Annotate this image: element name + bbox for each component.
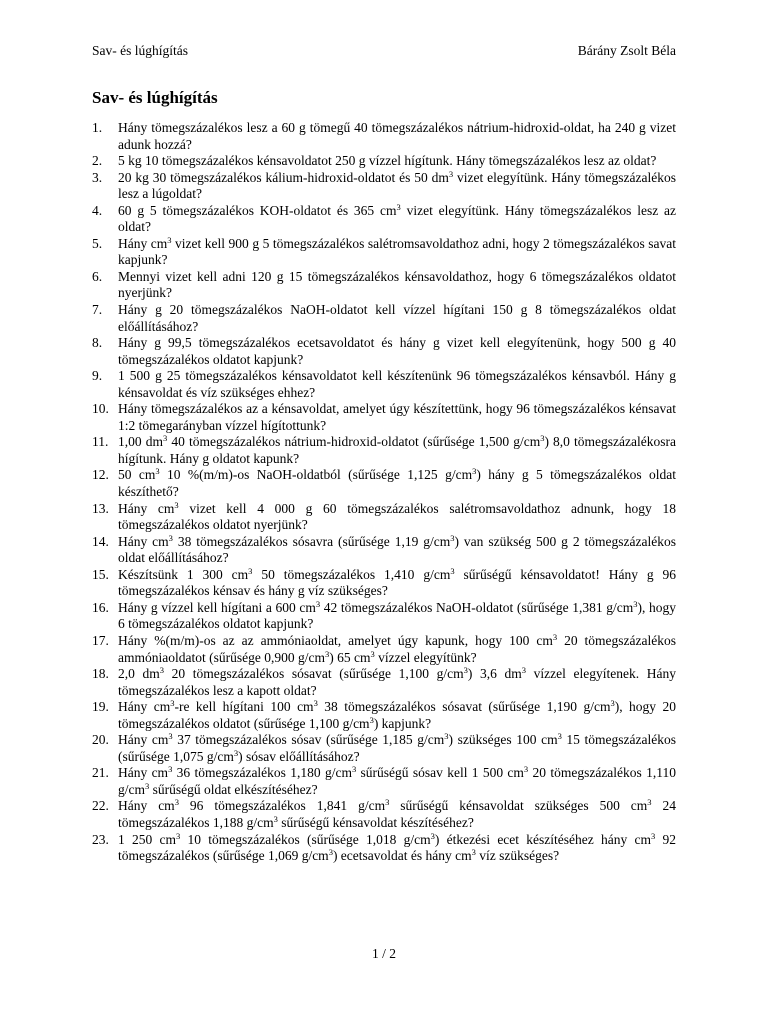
problem-text-run: 20 kg 30 tömegszázalékos kálium-hidroxid-oldatot és 50 dm bbox=[118, 169, 449, 185]
problem-text-run: ) kapjunk? bbox=[373, 715, 432, 731]
page-title: Sav- és lúghígítás bbox=[92, 88, 218, 107]
problem-text-run: Hány cm bbox=[118, 732, 169, 748]
problem-item bbox=[92, 567, 676, 600]
problem-text-run: 38 tömegszázalékos sósavat (sűrűsége 1,190 g/cm bbox=[317, 699, 611, 715]
exponent: 3 bbox=[523, 764, 529, 775]
exponent: 3 bbox=[633, 598, 638, 609]
problem-text-run: -re kell hígítani 100 cm bbox=[174, 699, 314, 715]
problem-text bbox=[118, 401, 676, 434]
problem-text-run: ), hogy 6 tömegszázalékos oldatot kapjunk? bbox=[118, 599, 677, 632]
problem-text-run: 1 500 g 25 tömegszázalékos kénsavoldatot kell készítenünk 96 tömegszázalékos kénsavból. Hány g kénsavoldat és víz szükséges ehhez? bbox=[118, 368, 676, 400]
problem-number: 16. bbox=[92, 599, 109, 615]
problem-item bbox=[92, 302, 676, 335]
problem-text-run: vizet elegyítünk. Hány tömegszázalékos lesz az oldat? bbox=[118, 202, 676, 235]
problem-item bbox=[92, 203, 676, 236]
header-section-title: Sav- és lúghígítás bbox=[92, 43, 188, 58]
problem-number: 7. bbox=[92, 302, 103, 318]
problem-item bbox=[92, 236, 676, 269]
problem-text-run: Hány g 20 tömegszázalékos NaOH-oldatot kell vízzel hígítani 150 g 8 tömegszázalékos oldat előállításához? bbox=[118, 302, 676, 334]
exponent: 3 bbox=[273, 813, 278, 824]
exponent: 3 bbox=[472, 466, 477, 477]
problem-item bbox=[92, 699, 676, 732]
problem-text-run: ) étkezési ecet készítéséhez hány cm bbox=[434, 831, 652, 847]
problem-text bbox=[118, 600, 676, 633]
problem-item bbox=[92, 434, 676, 467]
problem-text bbox=[118, 434, 676, 467]
problem-text-run: Hány g 99,5 tömegszázalékos ecetsavoldatot és hány g vizet kell elegyítenünk, hogy 500 g 40 tömegszázalékos oldatot kapjunk? bbox=[118, 335, 676, 367]
exponent: 3 bbox=[647, 797, 652, 808]
problem-text bbox=[118, 501, 676, 534]
exponent: 3 bbox=[444, 731, 449, 742]
page-number: 1 / 2 bbox=[371, 946, 396, 961]
problem-number: 11. bbox=[92, 434, 109, 450]
problem-text-run: vizet kell 4 000 g 60 tömegszázalékos salétromsavoldathoz adnunk, hogy 18 tömegszázalékos oldatot nyerjünk? bbox=[118, 500, 676, 533]
exponent: 3 bbox=[313, 698, 318, 709]
problem-text-run: sűrűségű sósav kell 1 500 cm bbox=[356, 765, 524, 781]
problem-text-run: 96 tömegszázalékos 1,841 g/cm bbox=[178, 798, 386, 814]
problem-number: 2. bbox=[92, 153, 103, 169]
exponent: 3 bbox=[385, 797, 390, 808]
problem-number: 10. bbox=[92, 401, 109, 417]
problem-text-run: sűrűségű kénsavoldat készítéséhez? bbox=[277, 814, 474, 830]
exponent: 3 bbox=[248, 565, 253, 576]
problem-text-run: Hány cm bbox=[118, 699, 171, 715]
problem-text bbox=[118, 633, 676, 666]
exponent: 3 bbox=[174, 499, 179, 510]
problem-text-run: vizet kell 900 g 5 tömegszázalékos salétromsavoldathoz adni, hogy 2 tömegszázalékos savat kapjunk? bbox=[118, 235, 676, 268]
problem-text-run: Hány cm bbox=[118, 765, 169, 781]
problem-number: 21. bbox=[92, 765, 109, 781]
problem-text-run: Hány g vízzel kell hígítani a 600 cm bbox=[118, 599, 316, 615]
exponent: 3 bbox=[168, 532, 173, 543]
problem-text bbox=[118, 567, 676, 600]
problem-item bbox=[92, 501, 676, 534]
exponent: 3 bbox=[159, 665, 165, 676]
problem-text-run: 20 tömegszázalékos ammóniaoldatot (sűrűsége 0,900 g/cm bbox=[118, 632, 676, 665]
problem-text-run: 50 cm bbox=[118, 467, 156, 483]
problem-text bbox=[118, 170, 676, 203]
problem-text-run: Hány cm bbox=[118, 500, 175, 516]
problem-text-run: ) van szükség 500 g 2 tömegszázalékos oldat előállításához? bbox=[118, 533, 676, 566]
problem-text bbox=[118, 666, 676, 699]
problem-text-run: 37 tömegszázalékos sósav (sűrűsége 1,185 g/cm bbox=[172, 732, 445, 748]
problem-text bbox=[118, 699, 676, 732]
problem-number: 6. bbox=[92, 268, 103, 284]
exponent: 3 bbox=[168, 764, 173, 775]
exponent: 3 bbox=[315, 598, 321, 609]
problem-number: 13. bbox=[92, 500, 109, 516]
problem-text-run: 42 tömegszázalékos NaOH-oldatot (sűrűsége 1,381 g/cm bbox=[320, 599, 634, 615]
exponent: 3 bbox=[552, 631, 558, 642]
problem-number: 17. bbox=[92, 632, 109, 648]
problem-item bbox=[92, 335, 676, 368]
problem-text-run: ) 3,6 dm bbox=[467, 666, 522, 682]
exponent: 3 bbox=[145, 780, 150, 791]
problem-item bbox=[92, 467, 676, 500]
problem-number: 5. bbox=[92, 235, 103, 251]
problem-text-run: 1 250 cm bbox=[118, 831, 176, 847]
problem-text-run: 60 g 5 tömegszázalékos KOH-oldatot és 365 cm bbox=[118, 202, 397, 218]
problem-text-run: 15 tömegszázalékos (sűrűsége 1,075 g/cm bbox=[118, 732, 676, 764]
exponent: 3 bbox=[651, 830, 656, 841]
exponent: 3 bbox=[557, 731, 562, 742]
exponent: 3 bbox=[370, 648, 375, 659]
problem-text-run: 2,0 dm bbox=[118, 666, 160, 682]
problem-number: 15. bbox=[92, 566, 109, 582]
problem-text bbox=[118, 765, 676, 798]
problem-text-run: ) hány g 5 tömegszázalékos oldat készíthető? bbox=[118, 467, 676, 500]
problem-text-run: 20 tömegszázalékos 1,110 g/cm bbox=[118, 765, 676, 797]
problem-text-run: 36 tömegszázalékos 1,180 g/cm bbox=[172, 765, 352, 781]
exponent: 3 bbox=[396, 201, 401, 212]
problem-text bbox=[118, 335, 676, 368]
problem-item bbox=[92, 765, 676, 798]
problem-text-run: 1,00 dm bbox=[118, 434, 163, 450]
exponent: 3 bbox=[168, 731, 173, 742]
problem-text-run: ) ecetsavoldat és hány cm bbox=[332, 848, 472, 864]
problem-text-run: vízzel elegyítünk? bbox=[374, 649, 477, 665]
problem-text-run: Mennyi vizet kell adni 120 g 15 tömegszázalékos kénsavoldathoz, hogy 6 tömegszázalékos oldatot nyerjünk? bbox=[118, 268, 676, 301]
problem-item bbox=[92, 401, 676, 434]
problem-item bbox=[92, 368, 676, 401]
problem-number: 1. bbox=[92, 120, 103, 135]
problem-number: 14. bbox=[92, 533, 109, 549]
problem-text-run: 92 tömegszázalékos (sűrűsége 1,069 g/cm bbox=[118, 831, 677, 864]
problem-item bbox=[92, 633, 676, 666]
problem-text-run: sűrűségű oldat elkészítéséhez? bbox=[149, 781, 318, 797]
problem-text-run: ) sósav előállításához? bbox=[238, 748, 360, 764]
problem-text bbox=[118, 798, 676, 831]
problem-text-run: 10 tömegszázalékos (sűrűsége 1,018 g/cm bbox=[180, 831, 431, 847]
problem-number: 4. bbox=[92, 202, 103, 218]
problem-text-run: 50 tömegszázalékos 1,410 g/cm bbox=[252, 566, 451, 582]
problem-text-run: 10 %(m/m)-os NaOH-oldatból (sűrűsége 1,125 g/cm bbox=[159, 467, 473, 483]
problem-text bbox=[118, 732, 676, 765]
problem-text-run: vizet elegyítünk. Hány tömegszázalékos lesz a lúgoldat? bbox=[118, 169, 676, 202]
exponent: 3 bbox=[174, 797, 179, 808]
problem-text-run: 5 kg 10 tömegszázalékos kénsavoldatot 250 g vízzel hígítunk. Hány tömegszázalékos lesz az oldat? bbox=[118, 153, 657, 169]
problem-text-run: ) 8,0 tömegszázalékosra hígítunk. Hány g oldatot kapunk? bbox=[118, 434, 676, 466]
problem-number: 3. bbox=[92, 169, 103, 185]
problem-text bbox=[118, 153, 676, 170]
header-author: Bárány Zsolt Béla bbox=[577, 43, 676, 58]
exponent: 3 bbox=[463, 665, 468, 676]
problem-text-run: Hány cm bbox=[118, 235, 168, 251]
problem-text bbox=[118, 534, 676, 567]
exponent: 3 bbox=[450, 565, 455, 576]
exponent: 3 bbox=[351, 764, 357, 775]
problem-item bbox=[92, 120, 676, 153]
problem-item bbox=[92, 798, 676, 831]
exponent: 3 bbox=[450, 532, 455, 543]
problem-text bbox=[118, 467, 676, 500]
problem-text-run: vízzel elegyítenek. Hány tömegszázalékos lesz a kapott oldat? bbox=[118, 666, 676, 698]
problem-text-run: Hány tömegszázalékos az a kénsavoldat, amelyet úgy készítettünk, hogy 96 tömegszázalékos kénsavat 1:2 tömegarányban vízzel hígítottunk? bbox=[118, 401, 676, 433]
problem-text bbox=[118, 368, 676, 401]
exponent: 3 bbox=[328, 847, 333, 858]
problem-item bbox=[92, 269, 676, 302]
exponent: 3 bbox=[163, 433, 168, 444]
problem-text-run: ) szükséges 100 cm bbox=[448, 732, 558, 748]
problem-number: 19. bbox=[92, 699, 109, 715]
problem-text-run: sűrűségű kénsavoldatot! Hány g 96 tömegszázalékos kénsav és hány g víz szükséges? bbox=[118, 566, 676, 599]
problem-text-run: ) 65 cm bbox=[329, 649, 371, 665]
problem-number: 20. bbox=[92, 732, 109, 748]
problem-item bbox=[92, 732, 676, 765]
exponent: 3 bbox=[170, 698, 175, 709]
problem-item bbox=[92, 832, 676, 865]
problem-text-run: 38 tömegszázalékos sósavra (sűrűsége 1,19 g/cm bbox=[172, 533, 451, 549]
exponent: 3 bbox=[521, 665, 527, 676]
running-header bbox=[92, 42, 676, 60]
problem-text-run: 20 tömegszázalékos sósavat (sűrűsége 1,100 g/cm bbox=[164, 666, 464, 682]
problem-text-run: víz szükséges? bbox=[475, 848, 560, 864]
problem-text-run: 24 tömegszázalékos 1,188 g/cm bbox=[118, 798, 676, 830]
problem-text bbox=[118, 302, 676, 335]
problem-text-run: Hány cm bbox=[118, 533, 169, 549]
problem-text bbox=[118, 236, 676, 269]
problem-item bbox=[92, 600, 676, 633]
problem-number: 8. bbox=[92, 335, 103, 351]
problem-list bbox=[92, 120, 676, 865]
problem-text-run: Hány tömegszázalékos lesz a 60 g tömegű 40 tömegszázalékos nátrium-hidroxid-oldat, ha 240 g vizet adunk hozzá? bbox=[118, 120, 676, 152]
problem-text bbox=[118, 203, 676, 236]
problem-text-run: Hány cm bbox=[118, 798, 175, 814]
problem-number: 18. bbox=[92, 666, 109, 682]
exponent: 3 bbox=[448, 168, 454, 179]
problem-text bbox=[118, 269, 676, 302]
problem-text bbox=[118, 832, 676, 865]
problem-text-run: Hány %(m/m)-os az az ammóniaoldat, amelyet úgy kapunk, hogy 100 cm bbox=[118, 632, 553, 648]
exponent: 3 bbox=[610, 698, 615, 709]
problem-text bbox=[118, 120, 676, 153]
exponent: 3 bbox=[430, 830, 435, 841]
exponent: 3 bbox=[471, 847, 476, 858]
problem-number: 9. bbox=[92, 368, 103, 384]
problem-item bbox=[92, 666, 676, 699]
problem-item bbox=[92, 153, 676, 170]
problem-number: 22. bbox=[92, 798, 109, 814]
exponent: 3 bbox=[167, 234, 172, 245]
problem-number: 23. bbox=[92, 831, 109, 847]
problem-number: 12. bbox=[92, 467, 109, 483]
problem-item bbox=[92, 534, 676, 567]
exponent: 3 bbox=[324, 648, 330, 659]
problem-text-run: Készítsünk 1 300 cm bbox=[118, 566, 249, 582]
exponent: 3 bbox=[540, 433, 545, 444]
exponent: 3 bbox=[176, 830, 181, 841]
problem-text-run: ), hogy 20 tömegszázalékos oldatot (sűrűsége 1,100 g/cm bbox=[118, 699, 677, 731]
problem-text-run: 40 tömegszázalékos nátrium-hidroxid-oldatot (sűrűsége 1,500 g/cm bbox=[167, 434, 541, 450]
exponent: 3 bbox=[155, 466, 160, 477]
problem-text-run: sűrűségű kénsavoldat szükséges 500 cm bbox=[389, 798, 648, 814]
exponent: 3 bbox=[369, 714, 374, 725]
exponent: 3 bbox=[233, 747, 239, 758]
problem-item bbox=[92, 170, 676, 203]
